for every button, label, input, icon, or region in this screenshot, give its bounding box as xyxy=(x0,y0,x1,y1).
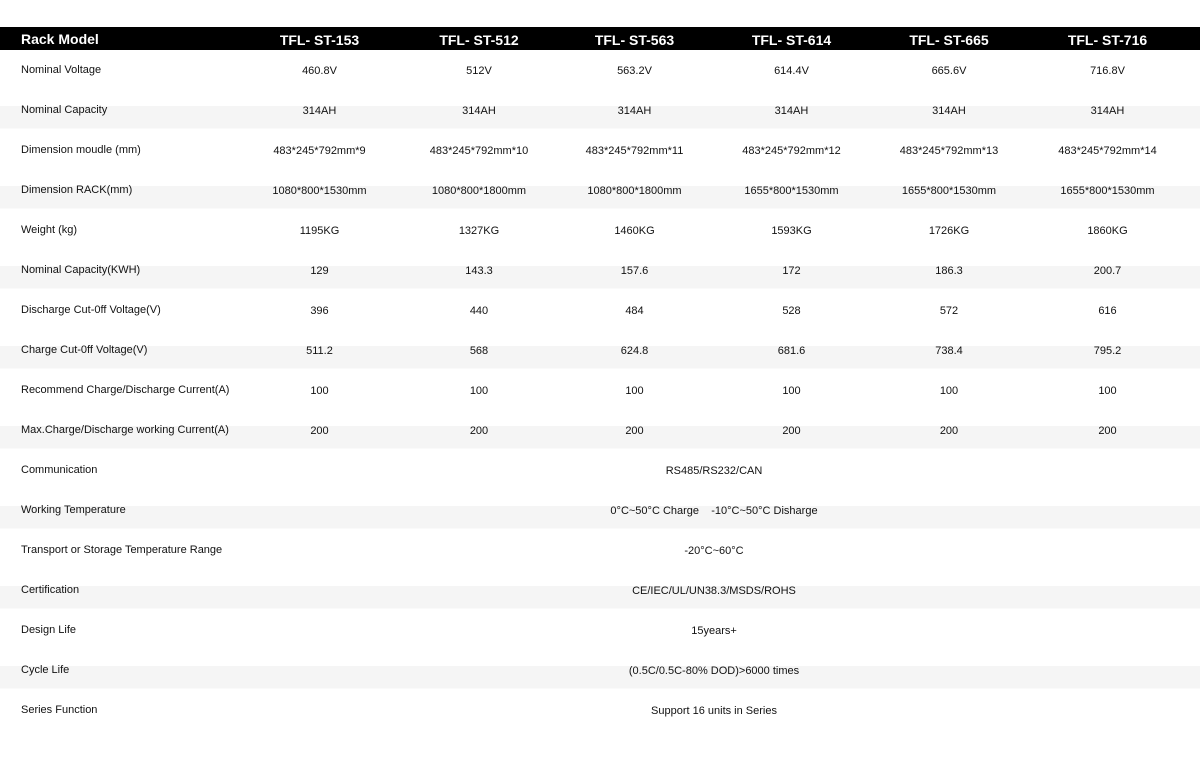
table-row xyxy=(0,250,1200,290)
row-value: 100 xyxy=(310,384,329,397)
row-value: 314AH xyxy=(617,104,652,117)
row-label: Discharge Cut-0ff Voltage(V) xyxy=(21,304,161,316)
row-label: Recommend Charge/Discharge Current(A) xyxy=(21,384,230,396)
row-value: 1655*800*1530mm xyxy=(1060,184,1155,197)
row-value: 157.6 xyxy=(620,264,649,277)
row-value: 200 xyxy=(939,424,959,437)
table-header-row xyxy=(0,27,1200,50)
table-row xyxy=(0,50,1200,90)
row-value: 200 xyxy=(625,424,644,437)
row-value: 511.2 xyxy=(306,344,333,357)
table-row xyxy=(0,130,1200,170)
header-model: TFL- ST-716 xyxy=(1067,31,1148,48)
row-value: 396 xyxy=(310,304,329,317)
row-value: 314AH xyxy=(1090,104,1125,117)
row-value: 1460KG xyxy=(614,224,655,237)
row-value: 483*245*792mm*11 xyxy=(585,144,684,157)
row-value: 314AH xyxy=(932,104,966,117)
row-value: 1080*800*1800mm xyxy=(431,184,527,197)
row-value: 616 xyxy=(1098,304,1117,317)
row-label: Design Life xyxy=(21,624,77,636)
row-value: 1327KG xyxy=(458,224,500,237)
row-label: Weight (kg) xyxy=(21,224,78,236)
row-label: Nominal Capacity(KWH) xyxy=(21,264,141,276)
row-value: 528 xyxy=(782,304,801,317)
row-value: 512V xyxy=(466,64,492,77)
row-shared-value: CE/IEC/UL/UN38.3/MSDS/ROHS xyxy=(632,584,796,597)
row-label: Max.Charge/Discharge working Current(A) xyxy=(21,424,229,436)
header-model: TFL- ST-512 xyxy=(439,31,519,48)
header-model: TFL- ST-153 xyxy=(279,31,360,48)
row-value: 1195KG xyxy=(299,224,340,237)
row-value: 200 xyxy=(782,424,801,437)
table-row xyxy=(0,490,1200,530)
row-value: 314AH xyxy=(774,104,809,117)
row-value: 314AH xyxy=(462,104,496,117)
row-value: 614.4V xyxy=(774,64,809,77)
table-row xyxy=(0,570,1200,610)
row-value: 1726KG xyxy=(928,224,970,237)
row-label: Dimension RACK(mm) xyxy=(21,184,133,196)
row-shared-value: RS485/RS232/CAN xyxy=(665,464,763,477)
table-row xyxy=(0,370,1200,410)
header-model: TFL- ST-665 xyxy=(909,31,989,48)
row-value: 716.8V xyxy=(1090,64,1125,77)
row-value: 483*245*792mm*9 xyxy=(273,144,366,157)
table-row xyxy=(0,90,1200,130)
row-shared-value: (0.5C/0.5C-80% DOD)>6000 times xyxy=(628,664,800,677)
row-value: 186.3 xyxy=(935,264,963,277)
table-row xyxy=(0,170,1200,210)
row-value: 200 xyxy=(1098,424,1117,437)
row-value: 100 xyxy=(939,384,959,397)
row-label: Communication xyxy=(21,464,98,476)
header-model: TFL- ST-563 xyxy=(594,31,675,48)
spec-table xyxy=(0,27,1200,730)
row-value: 314AH xyxy=(302,104,337,117)
table-row xyxy=(0,690,1200,730)
row-value: 1655*800*1530mm xyxy=(744,184,839,197)
row-label: Transport or Storage Temperature Range xyxy=(21,544,223,556)
row-value: 483*245*792mm*12 xyxy=(742,144,841,157)
row-value: 1860KG xyxy=(1087,224,1128,237)
row-value: 681.6 xyxy=(777,344,806,357)
row-label: Nominal Capacity xyxy=(21,104,108,116)
row-label: Dimension moudle (mm) xyxy=(21,144,141,156)
row-value: 200 xyxy=(469,424,489,437)
row-value: 484 xyxy=(625,304,644,317)
row-value: 200.7 xyxy=(1093,264,1122,277)
row-shared-value: -20°C~60°C xyxy=(684,544,744,557)
row-label: Charge Cut-0ff Voltage(V) xyxy=(21,344,148,356)
row-label: Cycle Life xyxy=(21,664,70,676)
row-value: 738.4 xyxy=(935,344,963,357)
row-value: 665.6V xyxy=(931,64,967,77)
row-value: 563.2V xyxy=(617,64,652,77)
row-value: 200 xyxy=(310,424,329,437)
row-value: 100 xyxy=(1098,384,1117,397)
table-row xyxy=(0,650,1200,690)
header-model: TFL- ST-614 xyxy=(751,31,832,48)
row-value: 624.8 xyxy=(620,344,649,357)
row-value: 172 xyxy=(782,264,801,277)
table-row xyxy=(0,610,1200,650)
table-row xyxy=(0,410,1200,450)
row-shared-value: 15years+ xyxy=(691,624,737,637)
row-value: 568 xyxy=(469,344,489,357)
row-label: Working Temperature xyxy=(21,504,126,516)
table-row xyxy=(0,330,1200,370)
table-row xyxy=(0,210,1200,250)
row-label: Series Function xyxy=(21,704,98,716)
table-row xyxy=(0,530,1200,570)
row-value: 483*245*792mm*13 xyxy=(899,144,999,157)
row-value: 100 xyxy=(625,384,644,397)
table-body xyxy=(0,50,1200,730)
row-value: 100 xyxy=(469,384,489,397)
row-value: 100 xyxy=(782,384,801,397)
row-shared-value: Support 16 units in Series xyxy=(651,704,777,717)
table-row xyxy=(0,290,1200,330)
row-value: 1593KG xyxy=(771,224,812,237)
row-value: 483*245*792mm*10 xyxy=(429,144,529,157)
row-value: 440 xyxy=(469,304,489,317)
row-value: 795.2 xyxy=(1093,344,1122,357)
row-value: 1080*800*1800mm xyxy=(587,184,682,197)
header-label: Rack Model xyxy=(21,30,99,47)
row-label: Certification xyxy=(21,584,80,596)
row-value: 483*245*792mm*14 xyxy=(1058,144,1157,157)
row-value: 460.8V xyxy=(302,64,337,77)
row-value: 129 xyxy=(310,264,329,277)
row-value: 1080*800*1530mm xyxy=(272,184,367,197)
row-value: 143.3 xyxy=(465,264,493,277)
row-value: 572 xyxy=(939,304,959,317)
row-label: Nominal Voltage xyxy=(21,64,102,76)
row-shared-value: 0°C~50°C Charge -10°C~50°C Disharge xyxy=(610,504,818,517)
row-value: 1655*800*1530mm xyxy=(901,184,997,197)
table-row xyxy=(0,450,1200,490)
